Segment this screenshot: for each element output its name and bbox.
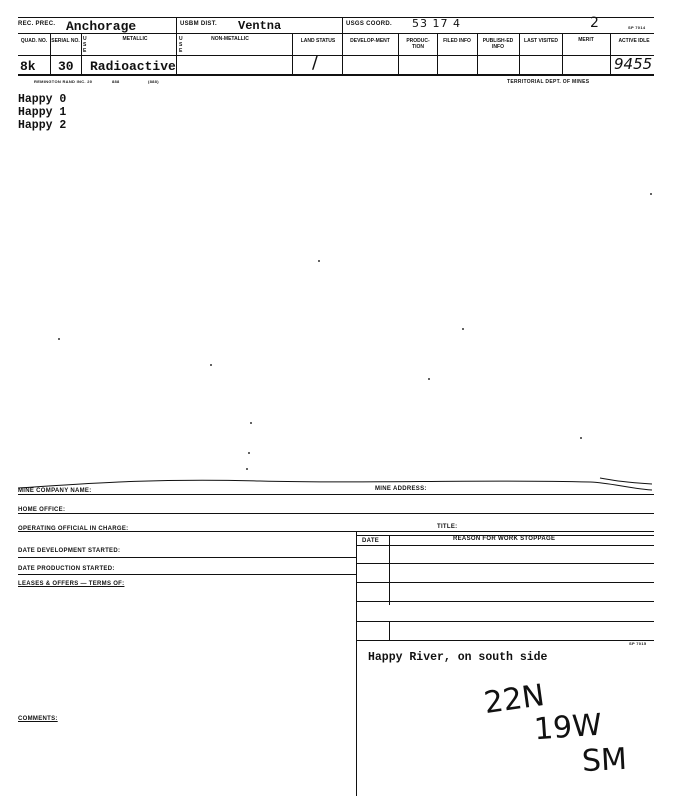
speck <box>318 260 320 262</box>
col-non-metallic: NON-METALLIC <box>211 36 249 42</box>
dept-line: TERRITORIAL DEPT. OF MINES <box>507 79 590 85</box>
speck <box>248 452 250 454</box>
printer-line: REMINGTON RAND INC. 20 <box>34 79 93 84</box>
mine-name-0: Happy 0 <box>18 93 67 106</box>
record-active-idle: 9455 <box>614 55 653 73</box>
form-code-bottom: SP 7015 <box>629 641 647 646</box>
col-use-1: U S E <box>83 36 87 54</box>
rec-prec-label: REC. PREC. <box>18 21 56 27</box>
date-prod-started-label: DATE PRODUCTION STARTED: <box>18 566 115 572</box>
col-serial-no: SERIAL NO. <box>51 38 80 44</box>
col-merit: MERIT <box>578 37 594 43</box>
comments-label: COMMENTS: <box>18 716 58 722</box>
date-dev-started-label: DATE DEVELOPMENT STARTED: <box>18 548 121 554</box>
form-code-top: SP 7014 <box>628 25 646 30</box>
speck <box>580 437 582 439</box>
col-quad-no: QUAD. NO. <box>20 38 48 44</box>
hand-township: 22N <box>481 677 547 722</box>
col-active-idle: ACTIVE IDLE <box>618 38 650 44</box>
record-quad: 8k <box>20 59 36 74</box>
usbm-dist-label: USBM DIST. <box>180 21 218 27</box>
reason-col-label: REASON FOR WORK STOPPAGE <box>453 536 556 542</box>
mine-name-1: Happy 1 <box>18 106 67 119</box>
record-land-status: / <box>312 52 319 73</box>
usgs-coord-label: USGS COORD. <box>346 21 392 27</box>
speck <box>428 378 430 380</box>
record-metallic: Radioactive <box>90 59 176 74</box>
col-land-status: LAND STATUS <box>300 38 336 44</box>
speck <box>58 338 60 340</box>
col-filed-info: FILED INFO <box>443 38 471 44</box>
speck <box>462 328 464 330</box>
usgs-coord-value: 53 17 4 <box>412 17 461 30</box>
card-edge <box>0 470 678 494</box>
col-development: DEVELOP-MENT <box>350 38 390 44</box>
col-use-2: U S E <box>179 36 183 54</box>
location-note: Happy River, on south side <box>368 651 548 664</box>
mine-address-label: MINE ADDRESS: <box>375 486 427 492</box>
col-metallic: METALLIC <box>122 36 148 42</box>
record-serial: 30 <box>58 59 74 74</box>
speck <box>250 422 252 424</box>
rec-prec-value: Anchorage <box>66 19 137 34</box>
col-production: PRODUC-TION <box>406 38 430 50</box>
title-label: TITLE: <box>437 524 458 530</box>
mine-company-name-label: MINE COMPANY NAME: <box>18 488 92 494</box>
speck <box>650 193 652 195</box>
usbm-dist-value: Ventna <box>238 19 282 33</box>
date-col-label: DATE <box>362 538 380 544</box>
mine-name-2: Happy 2 <box>18 119 67 132</box>
leases-label: LEASES & OFFERS — TERMS OF: <box>18 581 125 587</box>
code-b: (888) <box>148 79 159 84</box>
top-mark: 2 <box>590 15 599 31</box>
col-last-visited: LAST VISITED <box>524 38 558 44</box>
hand-range: 19W <box>532 707 603 748</box>
home-office-label: HOME OFFICE: <box>18 507 66 513</box>
col-published-info: PUBLISH-ED INFO <box>482 38 514 50</box>
speck <box>210 364 212 366</box>
code-a: 888 <box>112 79 120 84</box>
operating-official-label: OPERATING OFFICIAL IN CHARGE: <box>18 526 129 532</box>
hand-meridian: SM <box>581 741 628 780</box>
